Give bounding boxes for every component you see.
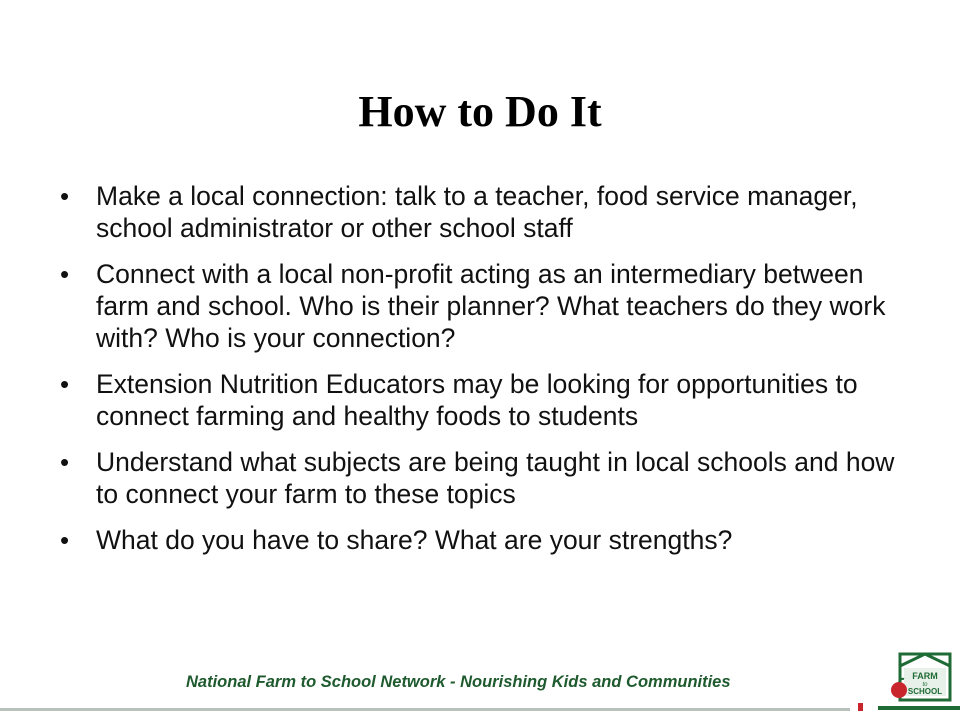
- bullet-text: What do you have to share? What are your strengths?: [96, 525, 733, 555]
- accent-bar: [878, 706, 960, 710]
- bullet-item: [60, 524, 910, 556]
- bullet-item: [60, 180, 910, 244]
- slide-title: How to Do It: [358, 87, 602, 136]
- bullet-icon: •: [60, 447, 70, 477]
- logo-text-line1: FARM: [912, 671, 938, 681]
- bullet-icon: •: [60, 369, 70, 399]
- bullet-list: [60, 180, 910, 570]
- bullet-text: Make a local connection: talk to a teacher, food service manager, school administrator or other school staff: [96, 181, 858, 243]
- bullet-item: [60, 258, 910, 354]
- bullet-icon: •: [60, 181, 70, 211]
- bullet-icon: •: [60, 525, 70, 555]
- bullet-item: [60, 446, 910, 510]
- logo-text-line2: to: [922, 682, 928, 688]
- accent-mark: [858, 703, 863, 711]
- footer-tagline: National Farm to School Network - Nourishing Kids and Communities: [186, 673, 731, 691]
- footer-divider: [0, 708, 850, 711]
- bullet-item: [60, 368, 910, 432]
- farm-to-school-logo-icon: [890, 650, 954, 706]
- bullet-icon: •: [60, 259, 70, 289]
- bullet-text: Extension Nutrition Educators may be looking for opportunities to connect farming and healthy foods to students: [96, 369, 858, 431]
- bullet-text: Understand what subjects are being taught in local schools and how to connect your farm to these topics: [96, 447, 895, 509]
- bullet-text: Connect with a local non-profit acting as an intermediary between farm and school. Who is their planner? What teachers do they work with? Who is your connection?: [96, 259, 886, 353]
- logo-text-line3: SCHOOL: [907, 687, 943, 696]
